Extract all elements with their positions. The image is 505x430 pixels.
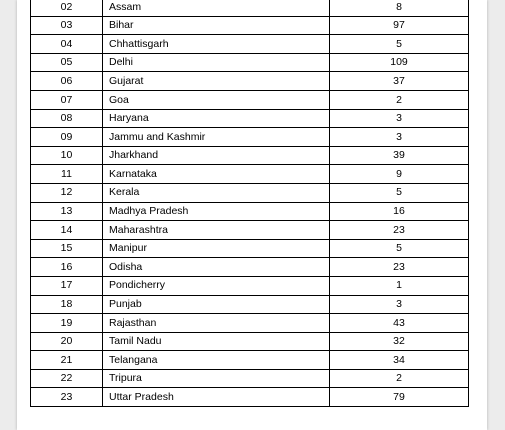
serial-number-cell: 22: [31, 369, 103, 388]
state-name-cell: Uttar Pradesh: [103, 388, 330, 407]
serial-number-cell: 09: [31, 128, 103, 147]
serial-number-cell: 14: [31, 221, 103, 240]
count-cell: 97: [330, 16, 469, 35]
count-cell: 39: [330, 146, 469, 165]
count-cell: 2: [330, 90, 469, 109]
count-cell: 3: [330, 109, 469, 128]
count-cell: 37: [330, 72, 469, 91]
count-cell: 16: [330, 202, 469, 221]
state-count-table: [30, 0, 469, 407]
serial-number-cell: 11: [31, 165, 103, 184]
serial-number-cell: 08: [31, 109, 103, 128]
count-cell: 3: [330, 295, 469, 314]
document-page: [17, 0, 487, 430]
serial-number-cell: 07: [31, 90, 103, 109]
table-body: [31, 0, 469, 407]
count-cell: 23: [330, 258, 469, 277]
table-row: [31, 202, 469, 221]
count-cell: 2: [330, 369, 469, 388]
count-cell: 43: [330, 314, 469, 333]
count-cell: 5: [330, 239, 469, 258]
count-cell: 9: [330, 165, 469, 184]
state-name-cell: Jharkhand: [103, 146, 330, 165]
state-name-cell: Maharashtra: [103, 221, 330, 240]
serial-number-cell: 19: [31, 314, 103, 333]
table-row: [31, 221, 469, 240]
serial-number-cell: 04: [31, 35, 103, 54]
table-row: [31, 388, 469, 407]
serial-number-cell: 17: [31, 276, 103, 295]
count-cell: 23: [330, 221, 469, 240]
serial-number-cell: 13: [31, 202, 103, 221]
serial-number-cell: 15: [31, 239, 103, 258]
serial-number-cell: 05: [31, 53, 103, 72]
state-name-cell: Telangana: [103, 351, 330, 370]
count-cell: 5: [330, 35, 469, 54]
count-cell: 5: [330, 183, 469, 202]
table-row: [31, 72, 469, 91]
state-name-cell: Tamil Nadu: [103, 332, 330, 351]
state-name-cell: Rajasthan: [103, 314, 330, 333]
state-name-cell: Manipur: [103, 239, 330, 258]
state-name-cell: Odisha: [103, 258, 330, 277]
state-name-cell: Chhattisgarh: [103, 35, 330, 54]
table-row: [31, 35, 469, 54]
count-cell: 79: [330, 388, 469, 407]
table-row: [31, 351, 469, 370]
table-row: [31, 128, 469, 147]
table-row: [31, 0, 469, 16]
table-row: [31, 276, 469, 295]
table-row: [31, 109, 469, 128]
table-row: [31, 146, 469, 165]
table-row: [31, 16, 469, 35]
state-name-cell: Assam: [103, 0, 330, 16]
state-name-cell: Punjab: [103, 295, 330, 314]
serial-number-cell: 03: [31, 16, 103, 35]
serial-number-cell: 23: [31, 388, 103, 407]
table-row: [31, 53, 469, 72]
state-name-cell: Gujarat: [103, 72, 330, 91]
state-name-cell: Delhi: [103, 53, 330, 72]
state-name-cell: Karnataka: [103, 165, 330, 184]
table-row: [31, 165, 469, 184]
serial-number-cell: 12: [31, 183, 103, 202]
table-row: [31, 239, 469, 258]
count-cell: 34: [330, 351, 469, 370]
state-name-cell: Haryana: [103, 109, 330, 128]
state-name-cell: Goa: [103, 90, 330, 109]
serial-number-cell: 20: [31, 332, 103, 351]
table-row: [31, 90, 469, 109]
table-row: [31, 369, 469, 388]
table-row: [31, 183, 469, 202]
state-name-cell: Jammu and Kashmir: [103, 128, 330, 147]
table-row: [31, 295, 469, 314]
state-name-cell: Pondicherry: [103, 276, 330, 295]
table-row: [31, 332, 469, 351]
count-cell: 32: [330, 332, 469, 351]
serial-number-cell: 06: [31, 72, 103, 91]
serial-number-cell: 16: [31, 258, 103, 277]
table-row: [31, 314, 469, 333]
serial-number-cell: 10: [31, 146, 103, 165]
count-cell: 1: [330, 276, 469, 295]
serial-number-cell: 18: [31, 295, 103, 314]
state-name-cell: Kerala: [103, 183, 330, 202]
count-cell: 3: [330, 128, 469, 147]
serial-number-cell: 02: [31, 0, 103, 16]
count-cell: 109: [330, 53, 469, 72]
count-cell: 8: [330, 0, 469, 16]
state-name-cell: Madhya Pradesh: [103, 202, 330, 221]
state-name-cell: Bihar: [103, 16, 330, 35]
table-row: [31, 258, 469, 277]
state-name-cell: Tripura: [103, 369, 330, 388]
serial-number-cell: 21: [31, 351, 103, 370]
